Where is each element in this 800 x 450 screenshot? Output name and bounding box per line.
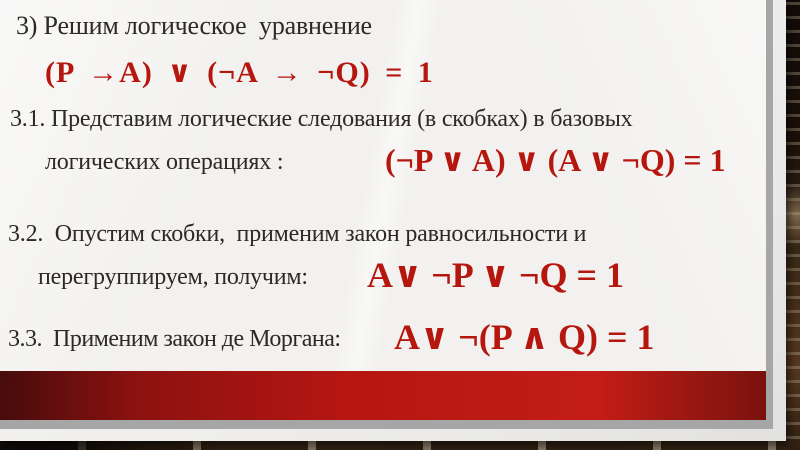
equation-step-3-2: A∨ ¬P ∨ ¬Q = 1 bbox=[367, 255, 625, 295]
equation-step-3-1: (¬P ∨ A) ∨ (A ∨ ¬Q) = 1 bbox=[385, 142, 726, 178]
step-3-2-text-line-2: перегруппируем, получим: bbox=[38, 264, 308, 290]
step-3-1-text-line-1: 3.1. Представим логические следования (в скобках) в базовых bbox=[10, 106, 633, 132]
step-3-1-text-line-2: логических операциях : bbox=[45, 149, 284, 175]
bottom-accent-bar bbox=[0, 371, 766, 420]
step-3-2-text-line-1: 3.2. Опустим скобки, применим закон равносильности и bbox=[8, 221, 587, 247]
equation-step-3-3: A∨ ¬(P ∧ Q) = 1 bbox=[394, 317, 655, 357]
step-3-3-text-line-1: 3.3. Применим закон де Моргана: bbox=[8, 326, 341, 352]
slide-title: 3) Решим логическое уравнение bbox=[16, 11, 372, 40]
equation-initial: (P →A) ∨ (¬A → ¬Q) = 1 bbox=[45, 56, 434, 89]
